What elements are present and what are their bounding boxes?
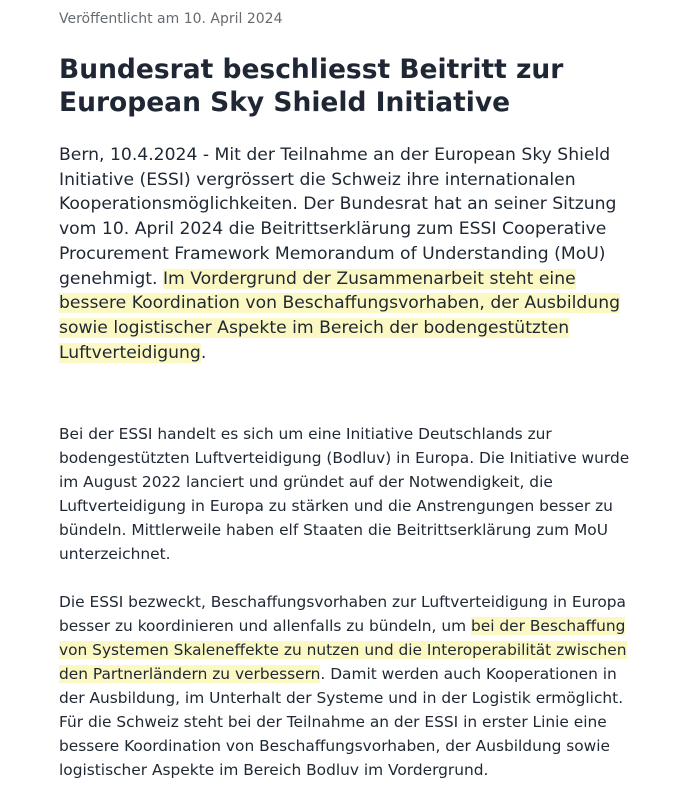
title-line: European Sky Shield Initiative: [59, 87, 511, 118]
page-title: [59, 53, 659, 119]
lead-paragraph: [59, 143, 659, 365]
body-line: [59, 638, 659, 662]
lead-line: [59, 267, 659, 292]
lead-line: Kooperationsmöglichkeiten. Der Bundesrat hat an seiner Sitzung: [59, 194, 617, 215]
lead-text: genehmigt.: [59, 268, 163, 289]
publication-date: Veröffentlicht am 10. April 2024: [59, 11, 283, 27]
body-line: logistischer Aspekte im Bereich Bodluv im Vordergrund.: [59, 761, 489, 779]
body-paragraph-1: [59, 422, 659, 566]
body-text: besser zu koordinieren und allenfalls zu bündeln, um: [59, 617, 471, 635]
body-line: Für die Schweiz steht bei der Teilnahme an der ESSI in erster Linie eine: [59, 713, 607, 731]
body-line: Bei der ESSI handelt es sich um eine Initiative Deutschlands zur: [59, 425, 552, 443]
lead-line: Initiative (ESSI) vergrössert die Schweiz ihre internationalen: [59, 169, 576, 190]
body-line: bodengestützten Luftverteidigung (Bodluv) in Europa. Die Initiative wurde: [59, 449, 630, 467]
highlighted-text: bessere Koordination von Beschaffungsvorhaben, der Ausbildung: [59, 293, 621, 314]
body-text: . Damit werden auch Kooperationen in: [320, 665, 617, 683]
body-line: Die ESSI bezweckt, Beschaffungsvorhaben zur Luftverteidigung in Europa: [59, 593, 626, 611]
lead-line: [59, 291, 659, 316]
body-line: [59, 662, 659, 686]
lead-line: vom 10. April 2024 die Beitrittserklärung zum ESSI Cooperative: [59, 219, 607, 240]
body-paragraph-2: [59, 590, 659, 782]
body-line: bessere Koordination von Beschaffungsvorhaben, der Ausbildung sowie: [59, 737, 611, 755]
highlighted-text: sowie logistischer Aspekte im Bereich der bodengestützten: [59, 317, 570, 338]
title-line: Bundesrat beschliesst Beitritt zur: [59, 54, 564, 85]
lead-line: Bern, 10.4.2024 - Mit der Teilnahme an der European Sky Shield: [59, 145, 611, 165]
lead-line: Procurement Framework Memorandum of Understanding (MoU): [59, 243, 606, 264]
body-line: Luftverteidigung in Europa zu stärken und die Anstrengungen besser zu: [59, 497, 613, 515]
body-line: bündeln. Mittlerweile haben elf Staaten die Beitrittserklärung zum MoU: [59, 521, 608, 539]
highlighted-text: von Systemen Skaleneffekte zu nutzen und die Interoperabilität zwischen: [59, 641, 627, 659]
highlighted-text: den Partnerländern zu verbessern: [59, 665, 321, 683]
lead-line: [59, 316, 659, 341]
highlighted-text: Im Vordergrund der Zusammenarbeit steht eine: [162, 268, 576, 289]
lead-line: [59, 341, 659, 366]
body-line: der Ausbildung, im Unterhalt der Systeme und in der Logistik ermöglicht.: [59, 689, 624, 707]
highlighted-text: bei der Beschaffung: [470, 617, 626, 635]
lead-text: .: [200, 342, 207, 363]
body-line: im August 2022 lanciert und gründet auf der Notwendigkeit, die: [59, 473, 553, 491]
highlighted-text: Luftverteidigung: [59, 342, 201, 363]
body-line: [59, 614, 659, 638]
body-line: unterzeichnet.: [59, 545, 171, 563]
